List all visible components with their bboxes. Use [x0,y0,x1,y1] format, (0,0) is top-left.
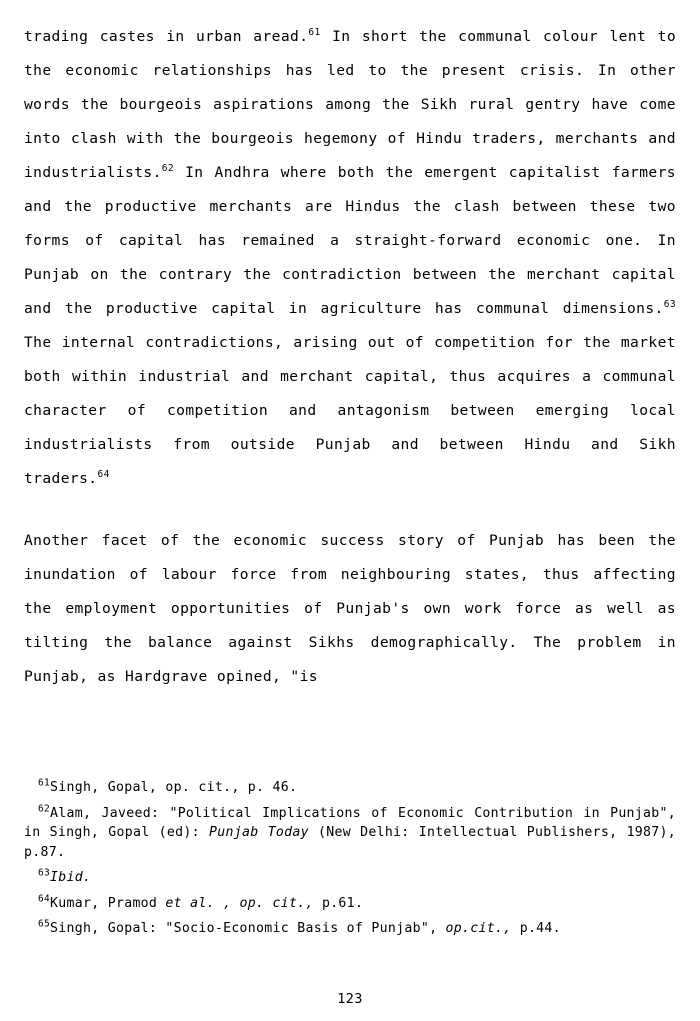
footnote-65-text-b: p.44. [511,921,561,936]
footnote-marker-63: 63 [38,867,51,879]
footnote-64-italic: et al. , op. cit., [165,895,314,911]
body-text-block [24,20,676,694]
footnote-ref-63: 63 [663,299,676,311]
footnote-65-italic: op.cit., [445,921,512,936]
footnote-61 [24,778,676,798]
footnote-marker-65: 65 [38,918,51,930]
footnote-64 [24,894,676,914]
paragraph-1-part-b: In short the communal colour lent to the economic relationships has led to the present crisis. In other words the bourgeois aspirations among the Sikh rural gentry have come into clash with the bourgeois hegemony of Hindu traders, merchants and industrialists. [24,28,677,181]
footnote-62 [24,804,676,863]
footnote-65 [24,919,676,939]
footnote-marker-64: 64 [38,893,51,905]
footnote-64-text-b: p.61. [313,895,364,911]
footnote-section [24,778,676,945]
paragraph-1-part-a: trading castes in urban aread. [24,28,309,45]
paragraph-spacer [24,496,676,524]
footnote-64-text-a: Kumar, Pramod [50,895,166,911]
footnote-62-text-b: (New Delhi: Intellectual Publishers, 1987), p.87. [24,825,677,860]
footnote-65-text-a: Singh, Gopal: "Socio-Economic Basis of Punjab", [50,921,446,936]
footnote-marker-61: 61 [38,777,51,789]
footnote-62-text-a: Alam, Javeed: "Political Implications of Economic Contribution in Punjab", in Singh, Gopal (ed): [24,805,676,840]
footnote-61-text: Singh, Gopal, op. cit., p. 46. [50,780,298,795]
paragraph-1 [24,20,676,496]
page-number: 123 [337,991,363,1007]
footnote-ref-64: 64 [97,469,110,481]
paragraph-2: Another facet of the economic success story of Punjab has been the inundation of labour force from neighbouring states, thus affecting the employment opportunities of Punjab's own work force as well as tilting the balance against Sikhs demographically. The problem in Punjab, as Hardgrave opined, "is [24,532,676,685]
footnote-marker-62: 62 [38,803,51,815]
paragraph-1-part-d: The internal contradictions, arising out of competition for the market both within industrial and merchant capital, thus acquires a communal character of competition and antagonism between emerging local industrialists from outside Punjab and between Hindu and Sikh traders. [24,334,676,487]
footnote-ref-62: 62 [161,163,175,175]
footnote-63-italic: Ibid. [50,870,92,885]
footnote-ref-61: 61 [308,27,321,39]
footnote-63 [24,868,676,888]
footnote-62-italic: Punjab Today [209,825,309,840]
paragraph-1-part-c: In Andhra where both the emergent capitalist farmers and the productive merchants are Hindus the clash between these two forms of capital has remained a straight-forward economic one. In Punjab on the contrary the contradiction between the merchant capital and the productive capital in agriculture has communal dimensions. [24,164,676,317]
